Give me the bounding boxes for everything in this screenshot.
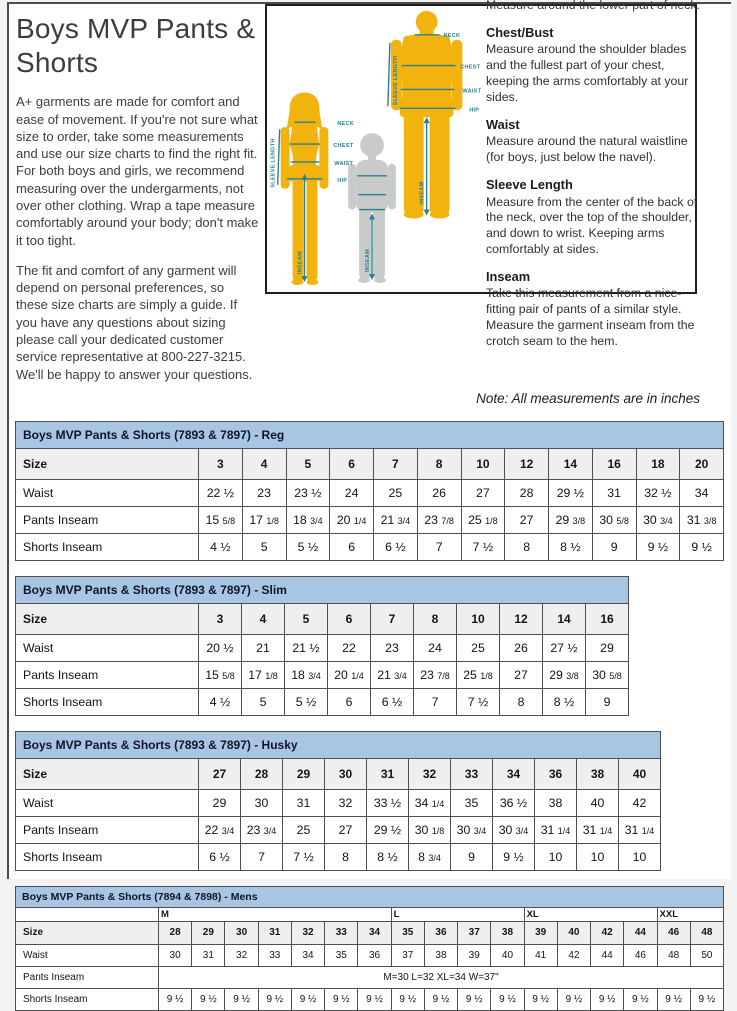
size-header-cell: 28 <box>159 921 192 944</box>
intro-column <box>9 4 265 383</box>
fit-group-header: M <box>159 907 392 921</box>
value-cell: 46 <box>624 944 657 966</box>
value-cell: 22 ½ <box>199 479 243 506</box>
row-label: Pants Inseam <box>16 506 199 533</box>
value-cell: 9 ½ <box>657 988 690 1010</box>
value-cell: 9 ½ <box>391 988 424 1010</box>
inseam-label: INSEAM <box>365 249 372 273</box>
value-cell: 18 3/4 <box>286 506 330 533</box>
value-cell: 29 3/8 <box>543 661 586 688</box>
value-cell: 10 <box>577 843 619 870</box>
value-cell: 5 <box>242 688 285 715</box>
value-cell: 31 1/4 <box>577 816 619 843</box>
value-cell: 48 <box>657 944 690 966</box>
value-cell: 34 1/4 <box>409 789 451 816</box>
value-cell: 26 <box>417 479 461 506</box>
value-cell: 9 ½ <box>591 988 624 1010</box>
value-cell: 38 <box>535 789 577 816</box>
value-cell: 40 <box>491 944 524 966</box>
size-header-cell: 38 <box>491 921 524 944</box>
clipped-neck-instruction: Measure around the lower part of neck. <box>486 0 700 12</box>
value-cell: 21 3/4 <box>371 661 414 688</box>
value-cell: 8 3/4 <box>409 843 451 870</box>
value-cell: 6 ½ <box>371 688 414 715</box>
group-spacer-cell <box>16 907 159 921</box>
value-cell: 31 1/4 <box>535 816 577 843</box>
inseam-label: INSEAM <box>297 251 304 275</box>
value-cell: 9 ½ <box>225 988 258 1010</box>
size-header-cell: 10 <box>457 603 500 634</box>
value-cell: 25 <box>374 479 418 506</box>
value-cell: 9 ½ <box>524 988 557 1010</box>
row-label: Pants Inseam <box>16 816 199 843</box>
value-cell: 9 ½ <box>159 988 192 1010</box>
value-cell: 15 5/8 <box>199 661 242 688</box>
size-header-cell: 36 <box>535 758 577 789</box>
value-cell: 24 <box>330 479 374 506</box>
size-header-cell: 40 <box>619 758 661 789</box>
size-header-cell: 31 <box>367 758 409 789</box>
intro-paragraph-1: A+ garments are made for comfort and ease of movement. If you're not sure what size to order, take some measurements and use our size charts to find the right fit. For both boys and girls, we recommend measuring over the undergarments, not over other clothing. Wrap a tape measure comfortably around your body; don't make it too tight. <box>16 94 259 248</box>
size-header-cell: 48 <box>690 921 723 944</box>
table-title: Boys MVP Pants & Shorts (7893 & 7897) - Husky <box>16 731 661 758</box>
value-cell: 8 ½ <box>543 688 586 715</box>
value-cell: 20 1/4 <box>328 661 371 688</box>
value-cell: 30 <box>159 944 192 966</box>
value-cell: 4 ½ <box>199 688 242 715</box>
size-header-cell: 35 <box>391 921 424 944</box>
sleeve-length-label: SLEEVE LENGTH <box>270 138 277 188</box>
value-cell: 27 <box>325 816 367 843</box>
size-row-label: Size <box>16 448 199 479</box>
value-cell: 23 <box>242 479 286 506</box>
merged-value-cell: M=30 L=32 XL=34 W=37" <box>159 966 724 988</box>
size-header-cell: 16 <box>586 603 629 634</box>
waist-label: WAIST <box>334 160 354 167</box>
size-table-slim <box>15 576 629 716</box>
value-cell: 31 1/4 <box>619 816 661 843</box>
table-title: Boys MVP Pants & Shorts (7893 & 7897) - Reg <box>16 421 724 448</box>
size-header-cell: 6 <box>328 603 371 634</box>
page-content <box>7 0 731 1005</box>
value-cell: 20 1/4 <box>330 506 374 533</box>
value-cell: 32 ½ <box>636 479 680 506</box>
size-header-cell: 36 <box>424 921 457 944</box>
value-cell: 9 ½ <box>624 988 657 1010</box>
value-cell: 29 <box>586 634 629 661</box>
fit-group-header: L <box>391 907 524 921</box>
value-cell: 41 <box>524 944 557 966</box>
instruction-text-sleeve: Measure from the center of the back of the neck, over the top of the shoulder, and down to wrist. Keeping arms comfortably at sides. <box>486 194 698 257</box>
value-cell: 9 ½ <box>325 988 358 1010</box>
size-header-cell: 10 <box>461 448 505 479</box>
size-header-cell: 29 <box>192 921 225 944</box>
value-cell: 6 <box>328 688 371 715</box>
value-cell: 6 <box>330 533 374 560</box>
value-cell: 5 <box>242 533 286 560</box>
value-cell: 25 1/8 <box>457 661 500 688</box>
top-section <box>9 0 731 383</box>
value-cell: 5 ½ <box>286 533 330 560</box>
size-header-cell: 44 <box>624 921 657 944</box>
size-table-reg <box>15 421 724 561</box>
size-header-cell: 28 <box>241 758 283 789</box>
hip-label: HIP <box>337 177 348 184</box>
value-cell: 23 7/8 <box>414 661 457 688</box>
value-cell: 35 <box>325 944 358 966</box>
value-cell: 25 <box>457 634 500 661</box>
size-header-cell: 20 <box>680 448 724 479</box>
value-cell: 30 3/4 <box>493 816 535 843</box>
value-cell: 9 ½ <box>192 988 225 1010</box>
size-header-cell: 27 <box>199 758 241 789</box>
size-header-cell: 18 <box>636 448 680 479</box>
value-cell: 37 <box>391 944 424 966</box>
inseam-label: INSEAM <box>419 181 426 205</box>
value-cell: 8 <box>505 533 549 560</box>
size-header-cell: 34 <box>493 758 535 789</box>
row-label: Shorts Inseam <box>16 988 159 1010</box>
value-cell: 23 7/8 <box>417 506 461 533</box>
intro-paragraph-2: The fit and comfort of any garment will depend on personal preferences, so these size charts are simply a guide. If you have any questions about sizing please call your dedicated customer service representative at 800-227-3215. We'll be happy to answer your questions. <box>16 262 253 382</box>
value-cell: 28 <box>505 479 549 506</box>
value-cell: 9 ½ <box>291 988 324 1010</box>
size-header-cell: 33 <box>451 758 493 789</box>
value-cell: 29 3/8 <box>549 506 593 533</box>
value-cell: 26 <box>500 634 543 661</box>
value-cell: 9 ½ <box>557 988 590 1010</box>
size-header-cell: 31 <box>258 921 291 944</box>
value-cell: 23 ½ <box>286 479 330 506</box>
size-row-label: Size <box>16 921 159 944</box>
size-header-cell: 5 <box>285 603 328 634</box>
sleeve-length-label: SLEEVE LENGTH <box>392 55 399 106</box>
value-cell: 9 <box>451 843 493 870</box>
value-cell: 34 <box>291 944 324 966</box>
row-label: Shorts Inseam <box>16 688 199 715</box>
size-header-cell: 37 <box>458 921 491 944</box>
chest-label: CHEST <box>460 64 481 71</box>
value-cell: 27 ½ <box>543 634 586 661</box>
size-header-cell: 3 <box>199 603 242 634</box>
row-label: Waist <box>16 634 199 661</box>
size-header-cell: 7 <box>374 448 418 479</box>
size-header-cell: 29 <box>283 758 325 789</box>
value-cell: 7 ½ <box>283 843 325 870</box>
value-cell: 39 <box>458 944 491 966</box>
value-cell: 9 ½ <box>493 843 535 870</box>
row-label: Shorts Inseam <box>16 843 199 870</box>
size-header-cell: 6 <box>330 448 374 479</box>
value-cell: 21 ½ <box>285 634 328 661</box>
value-cell: 50 <box>690 944 723 966</box>
value-cell: 23 3/4 <box>241 816 283 843</box>
value-cell: 31 <box>592 479 636 506</box>
value-cell: 36 ½ <box>493 789 535 816</box>
value-cell: 32 <box>325 789 367 816</box>
table-title: Boys MVP Pants & Shorts (7893 & 7897) - Slim <box>16 576 629 603</box>
row-label: Pants Inseam <box>16 966 159 988</box>
value-cell: 20 ½ <box>199 634 242 661</box>
size-header-cell: 14 <box>549 448 593 479</box>
value-cell: 9 ½ <box>680 533 724 560</box>
value-cell: 6 ½ <box>199 843 241 870</box>
value-cell: 9 ½ <box>491 988 524 1010</box>
waist-label: WAIST <box>462 88 482 95</box>
size-header-cell: 30 <box>225 921 258 944</box>
size-header-cell: 38 <box>577 758 619 789</box>
row-label: Waist <box>16 789 199 816</box>
body-measurement-diagram <box>267 6 483 290</box>
value-cell: 44 <box>591 944 624 966</box>
size-header-cell: 46 <box>657 921 690 944</box>
value-cell: 30 3/4 <box>636 506 680 533</box>
instruction-text-chest: Measure around the shoulder blades and the fullest part of your chest, keeping the arms comfortably at your sides. <box>486 42 689 104</box>
value-cell: 9 ½ <box>424 988 457 1010</box>
size-header-cell: 4 <box>242 448 286 479</box>
value-cell: 7 ½ <box>457 688 500 715</box>
row-label: Waist <box>16 944 159 966</box>
hip-label: HIP <box>469 107 480 114</box>
neck-label: NECK <box>443 32 461 39</box>
value-cell: 7 <box>414 688 457 715</box>
value-cell: 35 <box>451 789 493 816</box>
row-label: Shorts Inseam <box>16 533 199 560</box>
instruction-heading-inseam: Inseam <box>486 268 531 284</box>
value-cell: 17 1/8 <box>242 661 285 688</box>
value-cell: 5 ½ <box>285 688 328 715</box>
value-cell: 9 ½ <box>458 988 491 1010</box>
size-header-cell: 8 <box>417 448 461 479</box>
value-cell: 7 ½ <box>461 533 505 560</box>
instruction-heading-waist: Waist <box>486 116 520 132</box>
value-cell: 10 <box>619 843 661 870</box>
instruction-heading-sleeve: Sleeve Length <box>486 177 573 193</box>
value-cell: 30 <box>241 789 283 816</box>
size-row-label: Size <box>16 758 199 789</box>
row-label: Pants Inseam <box>16 661 199 688</box>
size-table-husky <box>15 731 661 871</box>
instruction-heading-chest: Chest/Bust <box>486 24 554 40</box>
row-label: Waist <box>16 479 199 506</box>
value-cell: 6 ½ <box>374 533 418 560</box>
size-header-cell: 8 <box>414 603 457 634</box>
size-header-cell: 39 <box>524 921 557 944</box>
value-cell: 22 3/4 <box>199 816 241 843</box>
value-cell: 29 <box>199 789 241 816</box>
value-cell: 32 <box>225 944 258 966</box>
value-cell: 10 <box>535 843 577 870</box>
size-header-cell: 33 <box>325 921 358 944</box>
value-cell: 9 ½ <box>258 988 291 1010</box>
size-header-cell: 4 <box>242 603 285 634</box>
value-cell: 33 <box>258 944 291 966</box>
value-cell: 9 ½ <box>690 988 723 1010</box>
page-title: Boys MVP Pants & Shorts <box>16 13 256 79</box>
value-cell: 42 <box>619 789 661 816</box>
value-cell: 27 <box>500 661 543 688</box>
value-cell: 31 <box>192 944 225 966</box>
value-cell: 30 1/8 <box>409 816 451 843</box>
size-tables-section <box>9 421 731 1011</box>
value-cell: 38 <box>424 944 457 966</box>
value-cell: 23 <box>371 634 414 661</box>
value-cell: 4 ½ <box>199 533 243 560</box>
value-cell: 9 ½ <box>358 988 391 1010</box>
value-cell: 9 <box>592 533 636 560</box>
value-cell: 9 ½ <box>636 533 680 560</box>
value-cell: 17 1/8 <box>242 506 286 533</box>
value-cell: 36 <box>358 944 391 966</box>
value-cell: 25 1/8 <box>461 506 505 533</box>
instruction-text-inseam: Take this measurement from a nice-fitting pair of pants of a similar style. Measure the garment inseam from the crotch seam to the hem. <box>486 286 695 349</box>
size-header-cell: 7 <box>371 603 414 634</box>
size-table-mens <box>15 886 724 1011</box>
value-cell: 30 5/8 <box>586 661 629 688</box>
table-title: Boys MVP Pants & Shorts (7894 & 7898) - Mens <box>16 886 724 907</box>
value-cell: 40 <box>577 789 619 816</box>
value-cell: 34 <box>680 479 724 506</box>
value-cell: 9 <box>586 688 629 715</box>
value-cell: 8 ½ <box>549 533 593 560</box>
size-header-cell: 32 <box>291 921 324 944</box>
value-cell: 8 ½ <box>367 843 409 870</box>
measuring-instructions <box>483 0 706 349</box>
value-cell: 31 3/8 <box>680 506 724 533</box>
value-cell: 24 <box>414 634 457 661</box>
value-cell: 42 <box>557 944 590 966</box>
value-cell: 8 <box>325 843 367 870</box>
instruction-text-waist: Measure around the natural waistline (for boys, just below the navel). <box>486 134 688 165</box>
size-header-cell: 32 <box>409 758 451 789</box>
fit-group-header: XL <box>524 907 657 921</box>
value-cell: 7 <box>241 843 283 870</box>
value-cell: 27 <box>461 479 505 506</box>
chest-label: CHEST <box>333 143 354 150</box>
size-header-cell: 42 <box>591 921 624 944</box>
value-cell: 33 ½ <box>367 789 409 816</box>
fit-group-header: XXL <box>657 907 723 921</box>
measurement-diagram-box <box>265 0 700 349</box>
size-header-cell: 34 <box>358 921 391 944</box>
value-cell: 21 <box>242 634 285 661</box>
size-header-cell: 14 <box>543 603 586 634</box>
value-cell: 30 5/8 <box>592 506 636 533</box>
value-cell: 7 <box>417 533 461 560</box>
value-cell: 21 3/4 <box>374 506 418 533</box>
value-cell: 29 ½ <box>367 816 409 843</box>
size-header-cell: 12 <box>500 603 543 634</box>
size-header-cell: 12 <box>505 448 549 479</box>
value-cell: 18 3/4 <box>285 661 328 688</box>
size-row-label: Size <box>16 603 199 634</box>
value-cell: 31 <box>283 789 325 816</box>
value-cell: 15 5/8 <box>199 506 243 533</box>
size-header-cell: 5 <box>286 448 330 479</box>
value-cell: 25 <box>283 816 325 843</box>
size-header-cell: 16 <box>592 448 636 479</box>
units-note: Note: All measurements are in inches <box>476 390 700 406</box>
value-cell: 30 3/4 <box>451 816 493 843</box>
value-cell: 27 <box>505 506 549 533</box>
size-header-cell: 30 <box>325 758 367 789</box>
value-cell: 29 ½ <box>549 479 593 506</box>
value-cell: 22 <box>328 634 371 661</box>
size-header-cell: 3 <box>199 448 243 479</box>
value-cell: 8 <box>500 688 543 715</box>
size-header-cell: 40 <box>557 921 590 944</box>
neck-label: NECK <box>337 121 354 128</box>
